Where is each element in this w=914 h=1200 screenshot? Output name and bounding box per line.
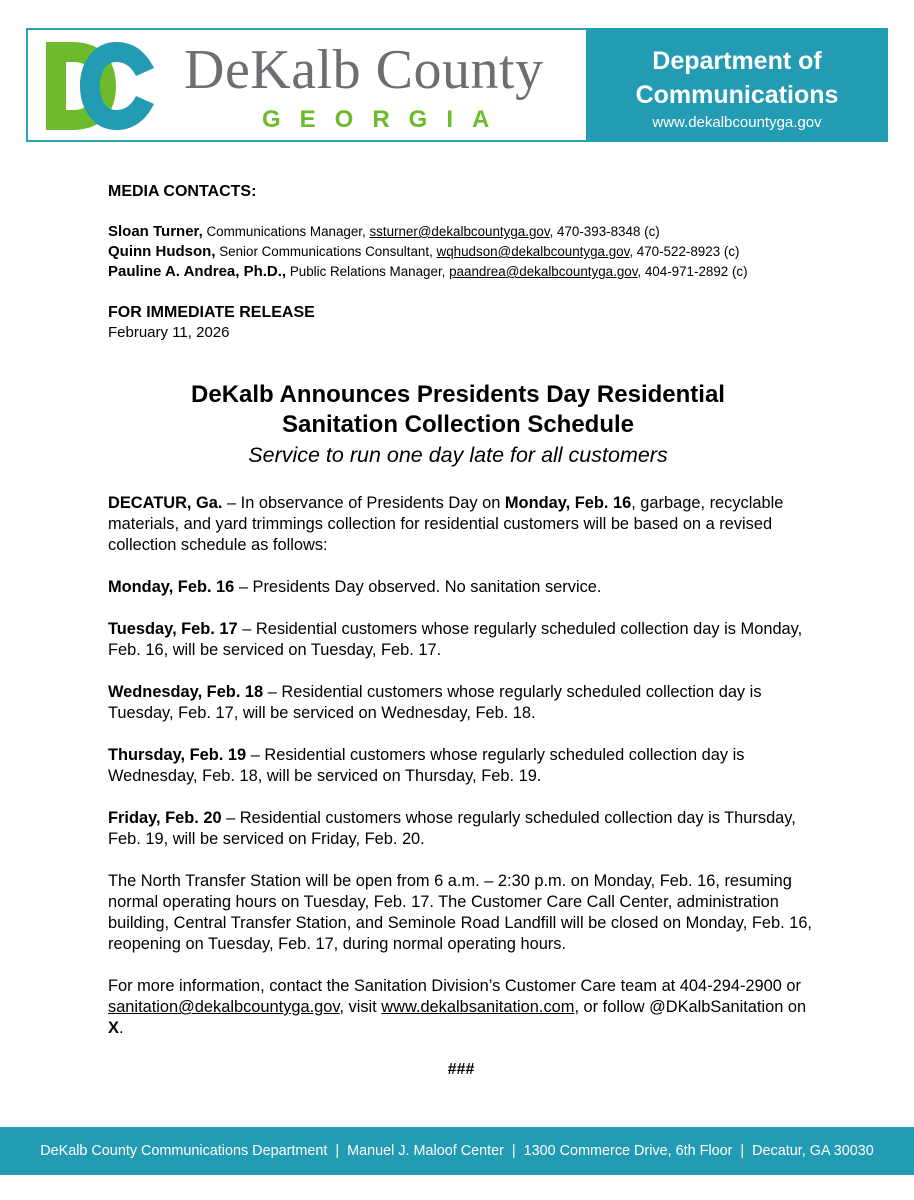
release-date: February 11, 2026: [108, 324, 230, 341]
contact-row: [108, 262, 814, 282]
contact-phone: , 470-522-8923 (c): [629, 244, 740, 259]
contact-name: Sloan Turner,: [108, 223, 203, 240]
headline: [108, 380, 808, 440]
intro-text: – In observance of Presidents Day on: [222, 494, 505, 512]
schedule-text: – Residential customers whose regularly scheduled collection day is Wednesday, Feb. 18, will be serviced on Thursday, Feb. 19.: [108, 746, 745, 785]
contact-phone: , 404-971-2892 (c): [637, 264, 748, 279]
department-title-line2: Communications: [635, 81, 839, 109]
department-title-line1: Department of: [652, 47, 822, 75]
schedule-text: – Residential customers whose regularly scheduled collection day is Thursday, Feb. 19, will be serviced on Friday, Feb. 20.: [108, 809, 796, 848]
dc-logo-icon: [42, 38, 158, 134]
transfer-station-paragraph: The North Transfer Station will be open from 6 a.m. – 2:30 p.m. on Monday, Feb. 16, resuming normal operating hours on Tuesday, Feb. 17. The Customer Care Call Center, administration building, Central Transfer Station, and Seminole Road Landfill will be closed on Monday, Feb. 16, reopening on Tuesday, Feb. 17, during normal operating hours.: [108, 872, 812, 953]
social-platform: X: [108, 1019, 119, 1037]
contact-phone: , 470-393-8348 (c): [549, 224, 660, 239]
more-info-paragraph: [108, 976, 814, 1039]
schedule-item: [108, 808, 814, 850]
schedule-text: – Residential customers whose regularly scheduled collection day is Monday, Feb. 16, will be serviced on Tuesday, Feb. 17.: [108, 620, 803, 659]
more-info-text: .: [118, 1019, 124, 1037]
contact-email-link[interactable]: paandrea@dekalbcountyga.gov: [449, 264, 638, 279]
intro-text: , garbage, recyclable materials, and yard trimmings collection for residential customers will be based on a revised collection schedule as follows:: [108, 494, 784, 554]
dateline: DECATUR, Ga.: [108, 494, 223, 512]
footer-bar: [0, 1127, 914, 1175]
footer-street: 1300 Commerce Drive, 6th Floor: [523, 1143, 733, 1159]
contact-name: Quinn Hudson,: [108, 243, 216, 260]
letterhead: [26, 28, 888, 142]
footer-city: Decatur, GA 30030: [752, 1143, 874, 1159]
schedule-day: Thursday, Feb. 19: [108, 746, 247, 764]
intro-bold-day: Monday, Feb. 16: [504, 494, 632, 512]
headline-line1: DeKalb Announces Presidents Day Residential: [191, 381, 725, 408]
contact-row: [108, 222, 814, 242]
schedule-item: [108, 619, 814, 661]
media-contacts-heading: MEDIA CONTACTS:: [108, 183, 257, 200]
more-info-text: , or follow @DKalbSanitation on: [574, 998, 807, 1016]
schedule-text: – Residential customers whose regularly scheduled collection day is Tuesday, Feb. 17, will be serviced on Wednesday, Feb. 18.: [108, 683, 762, 722]
county-name: DeKalb County: [184, 39, 544, 101]
schedule-day: Friday, Feb. 20: [108, 809, 222, 827]
schedule-day: Monday, Feb. 16: [108, 578, 235, 596]
schedule-text: – Presidents Day observed. No sanitation service.: [234, 578, 602, 596]
contact-row: [108, 242, 814, 262]
contact-title: Communications Manager,: [202, 224, 370, 239]
footer-separator: |: [511, 1143, 516, 1159]
sanitation-email-link[interactable]: sanitation@dekalbcountyga.gov: [108, 998, 340, 1016]
schedule-item: [108, 745, 814, 787]
headline-line2: Sanitation Collection Schedule: [281, 411, 635, 438]
contact-email-link[interactable]: wqhudson@dekalbcountyga.gov: [436, 244, 630, 259]
release-block: [108, 303, 814, 343]
schedule-day: Tuesday, Feb. 17: [108, 620, 238, 638]
contact-title: Senior Communications Consultant,: [215, 244, 437, 259]
footer-separator: |: [335, 1143, 340, 1159]
department-url[interactable]: www.dekalbcountyga.gov: [652, 114, 822, 131]
schedule-day: Wednesday, Feb. 18: [108, 683, 264, 701]
release-label: FOR IMMEDIATE RELEASE: [108, 304, 315, 321]
more-info-text: For more information, contact the Sanitation Division’s Customer Care team at 404-294-2900 or: [108, 977, 801, 995]
contact-email-link[interactable]: ssturner@dekalbcountyga.gov: [369, 224, 550, 239]
subheadline: Service to run one day late for all customers: [248, 443, 668, 467]
contact-title: Public Relations Manager,: [286, 264, 450, 279]
footer-department: DeKalb County Communications Department: [40, 1143, 328, 1159]
media-contacts-list: [108, 222, 814, 282]
more-info-text: , visit: [339, 998, 382, 1016]
intro-paragraph: [108, 493, 814, 556]
sanitation-website-link[interactable]: www.dekalbsanitation.com: [381, 998, 575, 1016]
county-logo: [26, 28, 586, 142]
footer-separator: |: [740, 1143, 745, 1159]
end-mark: ###: [447, 1061, 475, 1078]
schedule-item: [108, 682, 814, 724]
press-release-body: [108, 182, 814, 1080]
footer-building: Manuel J. Maloof Center: [347, 1143, 504, 1159]
contact-name: Pauline A. Andrea, Ph.D.,: [108, 263, 287, 280]
schedule-item: [108, 577, 814, 598]
department-banner: [586, 28, 888, 142]
state-name: GEORGIA: [262, 106, 509, 133]
